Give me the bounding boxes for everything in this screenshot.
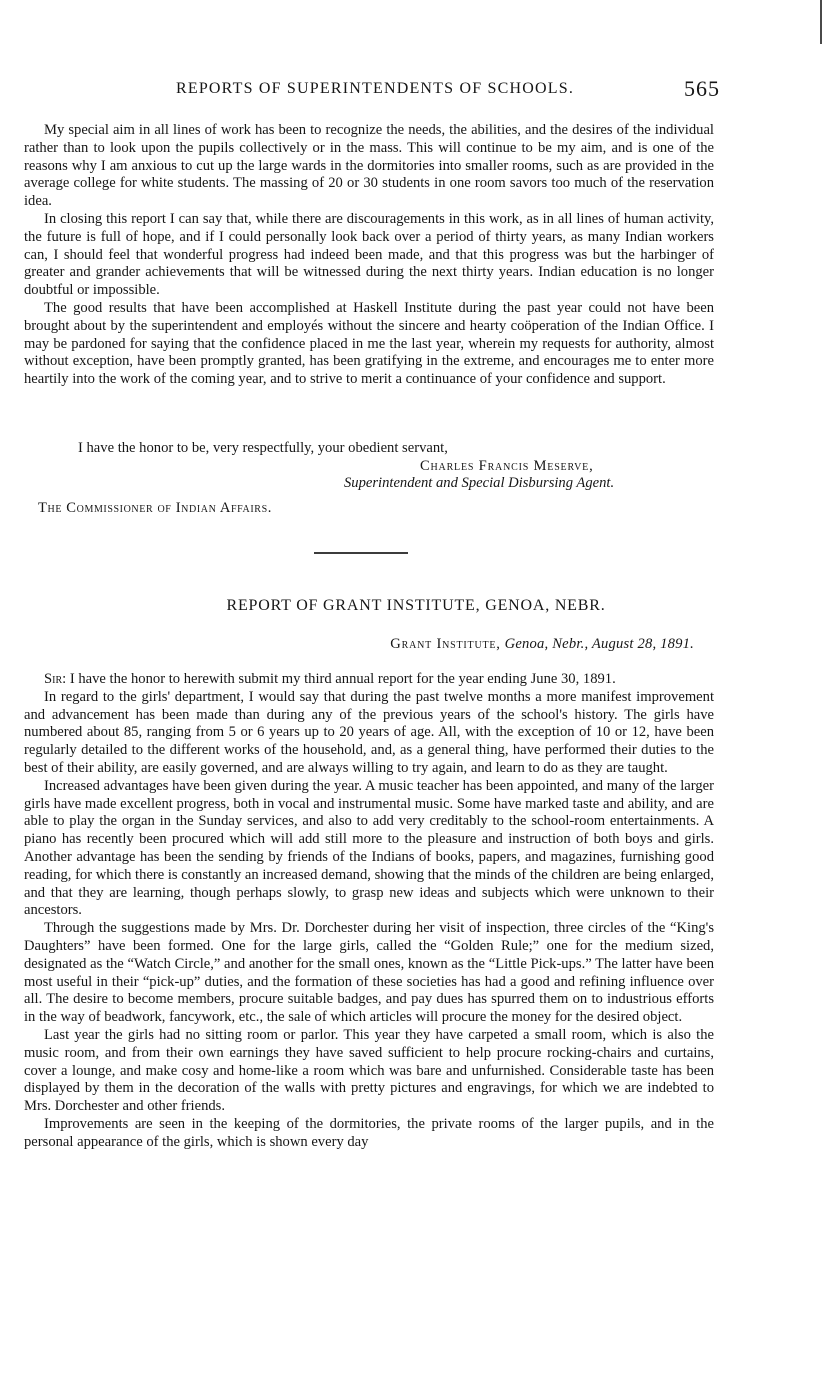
dateline	[24, 636, 694, 653]
page-number: 565	[684, 76, 720, 101]
signature-name: Charles Francis Meserve,	[420, 457, 594, 474]
opening-text: I have the honor to herewith submit my third annual report for the year ending June 30, 1891.	[69, 671, 616, 687]
paragraph: Improvements are seen in the keeping of the dormitories, the private rooms of the larger pupils, and in the personal appearance of the girls, which is shown every day	[24, 1115, 714, 1150]
haskell-report-conclusion	[24, 122, 714, 389]
section-divider	[314, 552, 408, 554]
running-title: REPORTS OF SUPERINTENDENTS OF SCHOOLS.	[175, 80, 575, 97]
paragraph: In regard to the girls' department, I would say that during the past twelve months a more manifest improvement and advancement has been made than during any of the previous years of the school's history. The girls have numbered about 85, ranging from 5 or 6 years up to 20 years of age. All, with the exception of 10 or 12, have been regularly detailed to the different works of the household, and, as a general thing, have performed their duties to the best of their ability, are easily governed, and are always willing to try again, and learn to do as they are taught.	[24, 688, 714, 776]
signature-title: Superintendent and Special Disbursing Agent.	[344, 475, 615, 492]
paragraph: In closing this report I can say that, while there are discouragements in this work, as in all lines of human activity, the future is full of hope, and if I could personally look back over a period of thirty years, as many Indian workers can, I should feel that wonderful progress had indeed been made, and that this progress was but the harbinger of greater and grander achievements that will be witnessed during the next thirty years. Indian education is no longer doubtful or impossible.	[24, 210, 714, 299]
dateline-place: Genoa, Nebr., August 28, 1891.	[504, 636, 694, 652]
addressee: The Commissioner of Indian Affairs.	[38, 499, 272, 516]
paragraph: The good results that have been accomplished at Haskell Institute during the past year could not have been brought about by the superintendent and employés without the sincere and hearty coöperation of the Indian Office. I may be pardoned for saying that the confidence placed in me the last year, wherein my requests for authority, almost without exception, have been promptly granted, has been gratifying in the extreme, and encourages me to enter more heartily into the work of the coming year, and to strive to merit a continuance of your confidence and support.	[24, 299, 714, 388]
paragraph: My special aim in all lines of work has been to recognize the needs, the abilities, and the desires of the individual rather than to look upon the pupils collectively or in the mass. This will continue to be my aim, and is one of the reasons why I am anxious to cut up the large wards in the dormitories into smaller rooms, such as are provided in the average college for white students. The massing of 20 or 30 students in one room savors too much of the reservation idea.	[24, 122, 714, 210]
page-edge-mark	[820, 0, 822, 44]
report-heading: REPORT OF GRANT INSTITUTE, GENOA, NEBR.	[226, 597, 606, 614]
letter-closing	[24, 440, 714, 517]
opening-paragraph	[24, 671, 714, 689]
grant-institute-report	[24, 671, 714, 1152]
complimentary-close: I have the honor to be, very respectfully, your obedient servant,	[78, 440, 448, 456]
running-header	[0, 76, 832, 106]
dateline-institution: Grant Institute,	[390, 636, 501, 652]
paragraph: Increased advantages have been given during the year. A music teacher has been appointed, and many of the larger girls have made excellent progress, both in vocal and instrumental music. Some have marked taste and ability, and are able to play the organ in the Sunday services, and also to add very creditably to the school-room entertainments. A piano has recently been procured which will add still more to the pleasure and instruction of both boys and girls. Another advantage has been the sending by friends of the Indians of books, papers, and magazines, furnishing good reading, for which there is constantly an increased demand, showing that the minds of the children are being enlarged, and that they are learning, though perhaps slowly, to grasp new ideas and subjects which were unknown to their ancestors.	[24, 777, 714, 919]
paragraph: Through the suggestions made by Mrs. Dr. Dorchester during her visit of inspection, three circles of the “King's Daughters” have been formed. One for the large girls, called the “Golden Rule;” one for the medium sized, designated as the “Watch Circle,” and another for the small ones, known as the “Little Pick-ups.” The latter have been most useful in their “pick-up” duties, and the formation of these societies has had a good and refining influence over all. The desire to become members, procure suitable badges, and pay dues has spurred them on to industrious efforts in the way of beadwork, fancywork, etc., the sale of which articles will procure the money for the desired object.	[24, 920, 714, 1026]
paragraph: Last year the girls had no sitting room or parlor. This year they have carpeted a small room, which is also the music room, and from their own earnings they have saved sufficient to help procure rocking-chairs and curtains, cover a lounge, and make cosy and home-like a room which was bare and unfurnished. Considerable taste has been displayed by them in the decoration of the walls with pretty pictures and engravings, for which we are indebted to Mrs. Dorchester and other friends.	[24, 1026, 714, 1115]
salutation: Sir:	[44, 671, 67, 687]
